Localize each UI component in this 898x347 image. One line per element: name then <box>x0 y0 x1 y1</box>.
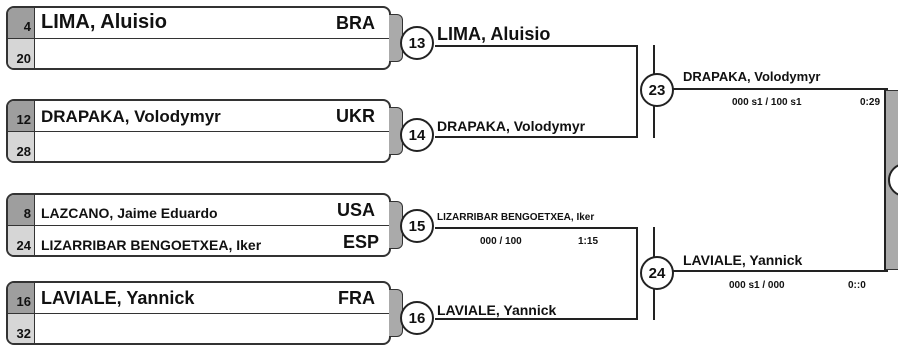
player-slot <box>8 314 389 345</box>
player-slot <box>8 195 389 226</box>
bracket-line <box>636 45 638 138</box>
bracket-line <box>435 136 638 138</box>
country-code: FRA <box>338 288 375 308</box>
bracket-line <box>636 227 638 320</box>
player-name: LAVIALE, Yannick <box>41 288 195 308</box>
country-code: USA <box>336 200 375 220</box>
bout-score: 000 s1 / 100 s1 <box>732 97 802 108</box>
bracket-line <box>672 88 888 90</box>
bout-number: 24 <box>640 256 674 290</box>
bout-number: 23 <box>640 73 674 107</box>
bout-number: 15 <box>400 209 434 243</box>
seed-number: 16 <box>8 283 35 313</box>
bout-number: 16 <box>400 301 434 335</box>
bout-time: 0::0 <box>848 280 866 291</box>
winner-name: DRAPAKA, Volodymyr <box>437 118 586 134</box>
player-slot <box>8 8 389 39</box>
bout-time: 1:15 <box>578 236 599 247</box>
bout-number: 13 <box>400 26 434 60</box>
country-code: UKR <box>336 106 375 126</box>
seed-number: 32 <box>8 314 35 345</box>
player-slot <box>8 226 389 257</box>
player-name: LIMA, Aluisio <box>41 11 167 33</box>
match-card-1 <box>6 6 391 70</box>
winner-name: LIZARRIBAR BENGOETXEA, Iker <box>437 212 595 223</box>
bout-number: 14 <box>400 118 434 152</box>
seed-number: 28 <box>8 132 35 163</box>
bracket-line <box>672 270 888 272</box>
seed-number: 24 <box>8 226 35 257</box>
bout-score: 000 s1 / 000 <box>729 280 785 291</box>
player-name: LIZARRIBAR BENGOETXEA, Iker <box>41 237 262 253</box>
seed-number: 4 <box>8 8 35 38</box>
player-slot <box>8 39 389 70</box>
bracket-line <box>435 227 638 229</box>
player-name: DRAPAKA, Volodymyr <box>41 107 221 126</box>
player-slot <box>8 283 389 314</box>
country-code: BRA <box>336 13 375 33</box>
match-card-4 <box>6 281 391 345</box>
seed-number: 8 <box>8 195 35 225</box>
player-name: LAZCANO, Jaime Eduardo <box>41 205 218 221</box>
winner-name: DRAPAKA, Volodymyr <box>683 69 821 84</box>
winner-name: LAVIALE, Yannick <box>437 302 557 318</box>
bracket-line <box>435 318 638 320</box>
bout-time: 0:29 <box>860 97 881 108</box>
winner-name: LIMA, Aluisio <box>437 24 551 44</box>
match-card-2 <box>6 99 391 163</box>
country-code: ESP <box>342 232 379 252</box>
seed-number: 12 <box>8 101 35 131</box>
seed-number: 20 <box>8 39 35 70</box>
bout-score: 000 / 100 <box>480 236 522 247</box>
player-slot <box>8 132 389 163</box>
bracket-line <box>435 45 638 47</box>
player-slot <box>8 101 389 132</box>
match-card-3 <box>6 193 391 257</box>
winner-name: LAVIALE, Yannick <box>683 252 803 268</box>
